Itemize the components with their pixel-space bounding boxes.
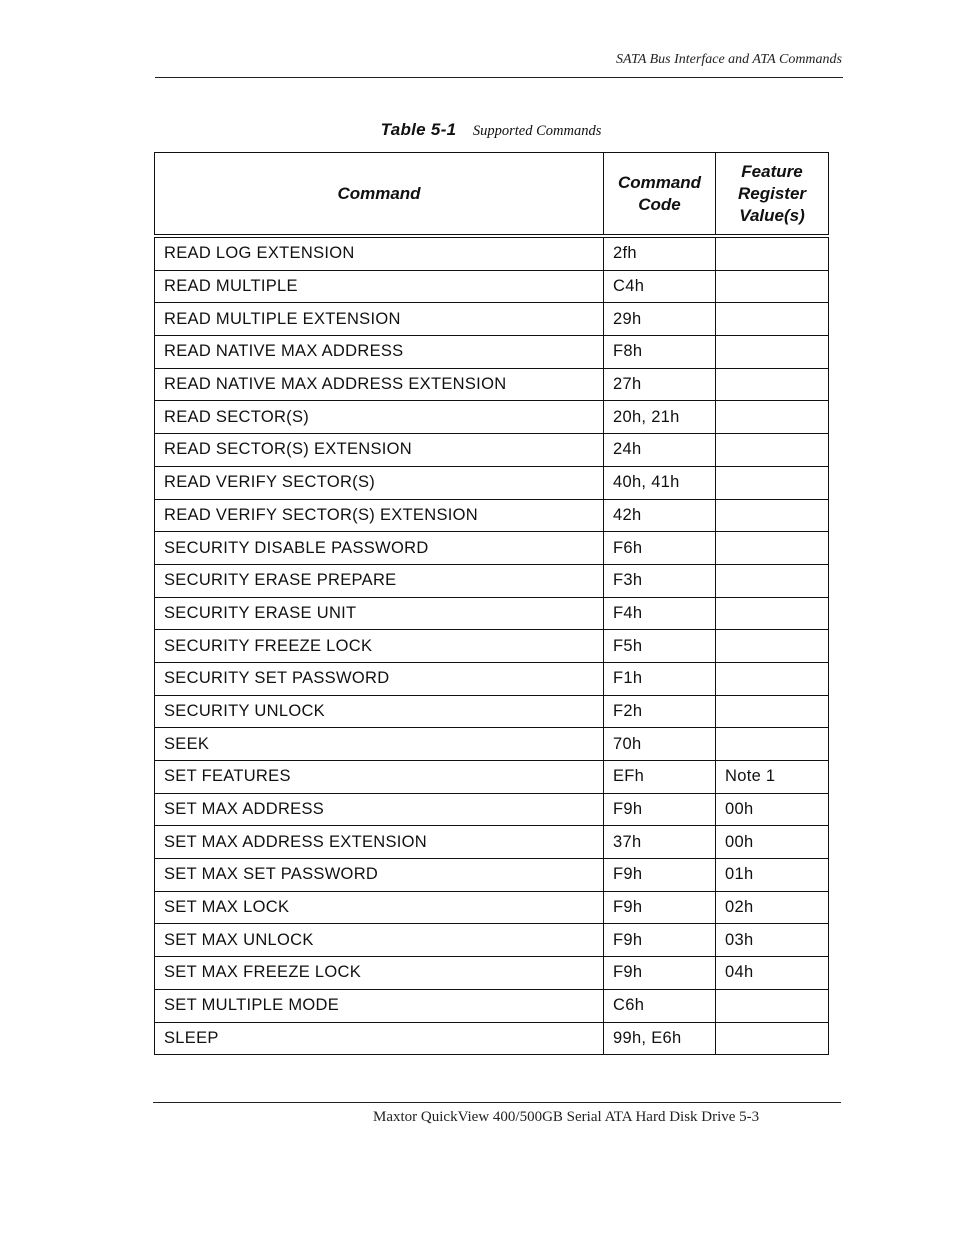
cell-command: SET MAX UNLOCK	[155, 924, 604, 957]
cell-command-code: F2h	[604, 695, 716, 728]
cell-command-code: 99h, E6h	[604, 1022, 716, 1055]
cell-command-code: F1h	[604, 662, 716, 695]
cell-command: SEEK	[155, 728, 604, 761]
cell-command-code: F9h	[604, 859, 716, 892]
cell-command: SECURITY SET PASSWORD	[155, 662, 604, 695]
cell-feature-value: 04h	[716, 957, 829, 990]
cell-command: READ LOG EXTENSION	[155, 236, 604, 270]
table-row	[155, 336, 829, 369]
cell-command-code: F8h	[604, 336, 716, 369]
cell-command: READ SECTOR(S) EXTENSION	[155, 434, 604, 467]
cell-command-code: C4h	[604, 270, 716, 303]
cell-feature-value	[716, 695, 829, 728]
table-row	[155, 662, 829, 695]
running-header: SATA Bus Interface and ATA Commands	[616, 52, 842, 67]
table-row	[155, 859, 829, 892]
cell-feature-value	[716, 630, 829, 663]
cell-command: SECURITY DISABLE PASSWORD	[155, 532, 604, 565]
cell-command-code: 40h, 41h	[604, 466, 716, 499]
cell-command-code: 2fh	[604, 236, 716, 270]
header-feature-register: Feature Register Value(s)	[716, 153, 829, 237]
cell-command-code: F3h	[604, 564, 716, 597]
cell-feature-value	[716, 662, 829, 695]
cell-feature-value	[716, 368, 829, 401]
header-command-code: Command Code	[604, 153, 716, 237]
cell-feature-value	[716, 728, 829, 761]
table-header-row	[155, 153, 829, 237]
cell-command: READ VERIFY SECTOR(S)	[155, 466, 604, 499]
table-row	[155, 368, 829, 401]
table-row	[155, 434, 829, 467]
cell-command-code: 20h, 21h	[604, 401, 716, 434]
cell-command-code: EFh	[604, 761, 716, 794]
cell-command: READ NATIVE MAX ADDRESS EXTENSION	[155, 368, 604, 401]
table-row	[155, 728, 829, 761]
cell-command: SECURITY ERASE PREPARE	[155, 564, 604, 597]
header-rule	[155, 77, 843, 78]
cell-feature-value	[716, 466, 829, 499]
running-footer: Maxtor QuickView 400/500GB Serial ATA Hard Disk Drive 5-3	[373, 1109, 760, 1125]
cell-feature-value	[716, 1022, 829, 1055]
cell-feature-value: 03h	[716, 924, 829, 957]
cell-feature-value	[716, 434, 829, 467]
cell-feature-value: Note 1	[716, 761, 829, 794]
table-row	[155, 564, 829, 597]
cell-command-code: F5h	[604, 630, 716, 663]
table-row	[155, 1022, 829, 1055]
cell-command-code: 42h	[604, 499, 716, 532]
cell-command-code: F9h	[604, 924, 716, 957]
cell-command-code: F9h	[604, 957, 716, 990]
cell-command: SECURITY ERASE UNIT	[155, 597, 604, 630]
table-row	[155, 695, 829, 728]
table-body	[155, 236, 829, 1055]
cell-command: SET MAX LOCK	[155, 891, 604, 924]
cell-command: SET FEATURES	[155, 761, 604, 794]
cell-command: READ SECTOR(S)	[155, 401, 604, 434]
table-row	[155, 597, 829, 630]
cell-feature-value: 01h	[716, 859, 829, 892]
cell-command: SECURITY UNLOCK	[155, 695, 604, 728]
cell-command: READ VERIFY SECTOR(S) EXTENSION	[155, 499, 604, 532]
cell-command-code: 37h	[604, 826, 716, 859]
cell-feature-value	[716, 532, 829, 565]
cell-command-code: 24h	[604, 434, 716, 467]
cell-feature-value	[716, 270, 829, 303]
cell-feature-value	[716, 597, 829, 630]
table-row	[155, 466, 829, 499]
table-row	[155, 826, 829, 859]
cell-feature-value: 02h	[716, 891, 829, 924]
cell-feature-value	[716, 401, 829, 434]
cell-command: SLEEP	[155, 1022, 604, 1055]
cell-command-code: 70h	[604, 728, 716, 761]
header-command: Command	[155, 153, 604, 237]
cell-feature-value	[716, 564, 829, 597]
cell-feature-value	[716, 336, 829, 369]
table-row	[155, 891, 829, 924]
table-row	[155, 630, 829, 663]
cell-feature-value: 00h	[716, 793, 829, 826]
cell-command: READ MULTIPLE	[155, 270, 604, 303]
table-caption-label: Table 5-1	[380, 120, 457, 139]
cell-command: SET MAX FREEZE LOCK	[155, 957, 604, 990]
cell-feature-value: 00h	[716, 826, 829, 859]
cell-command-code: F6h	[604, 532, 716, 565]
cell-feature-value	[716, 303, 829, 336]
table-row	[155, 957, 829, 990]
cell-command-code: F9h	[604, 793, 716, 826]
cell-command-code: C6h	[604, 989, 716, 1022]
cell-feature-value	[716, 989, 829, 1022]
table-caption-title: Supported Commands	[472, 123, 602, 139]
cell-command: READ MULTIPLE EXTENSION	[155, 303, 604, 336]
footer-rule	[153, 1102, 841, 1103]
table-row	[155, 303, 829, 336]
cell-command: SECURITY FREEZE LOCK	[155, 630, 604, 663]
cell-command: SET MAX ADDRESS EXTENSION	[155, 826, 604, 859]
table-row	[155, 924, 829, 957]
cell-command: SET MAX ADDRESS	[155, 793, 604, 826]
cell-command-code: 29h	[604, 303, 716, 336]
table-row	[155, 499, 829, 532]
cell-command: SET MULTIPLE MODE	[155, 989, 604, 1022]
cell-command: SET MAX SET PASSWORD	[155, 859, 604, 892]
cell-feature-value	[716, 236, 829, 270]
table-caption	[154, 120, 828, 140]
table-row	[155, 270, 829, 303]
table-row	[155, 989, 829, 1022]
cell-command-code: 27h	[604, 368, 716, 401]
table-row	[155, 761, 829, 794]
table-row	[155, 532, 829, 565]
cell-command-code: F9h	[604, 891, 716, 924]
cell-command-code: F4h	[604, 597, 716, 630]
table-row	[155, 793, 829, 826]
cell-command: READ NATIVE MAX ADDRESS	[155, 336, 604, 369]
supported-commands-table	[154, 152, 829, 1055]
table-row	[155, 401, 829, 434]
cell-feature-value	[716, 499, 829, 532]
table-row	[155, 236, 829, 270]
